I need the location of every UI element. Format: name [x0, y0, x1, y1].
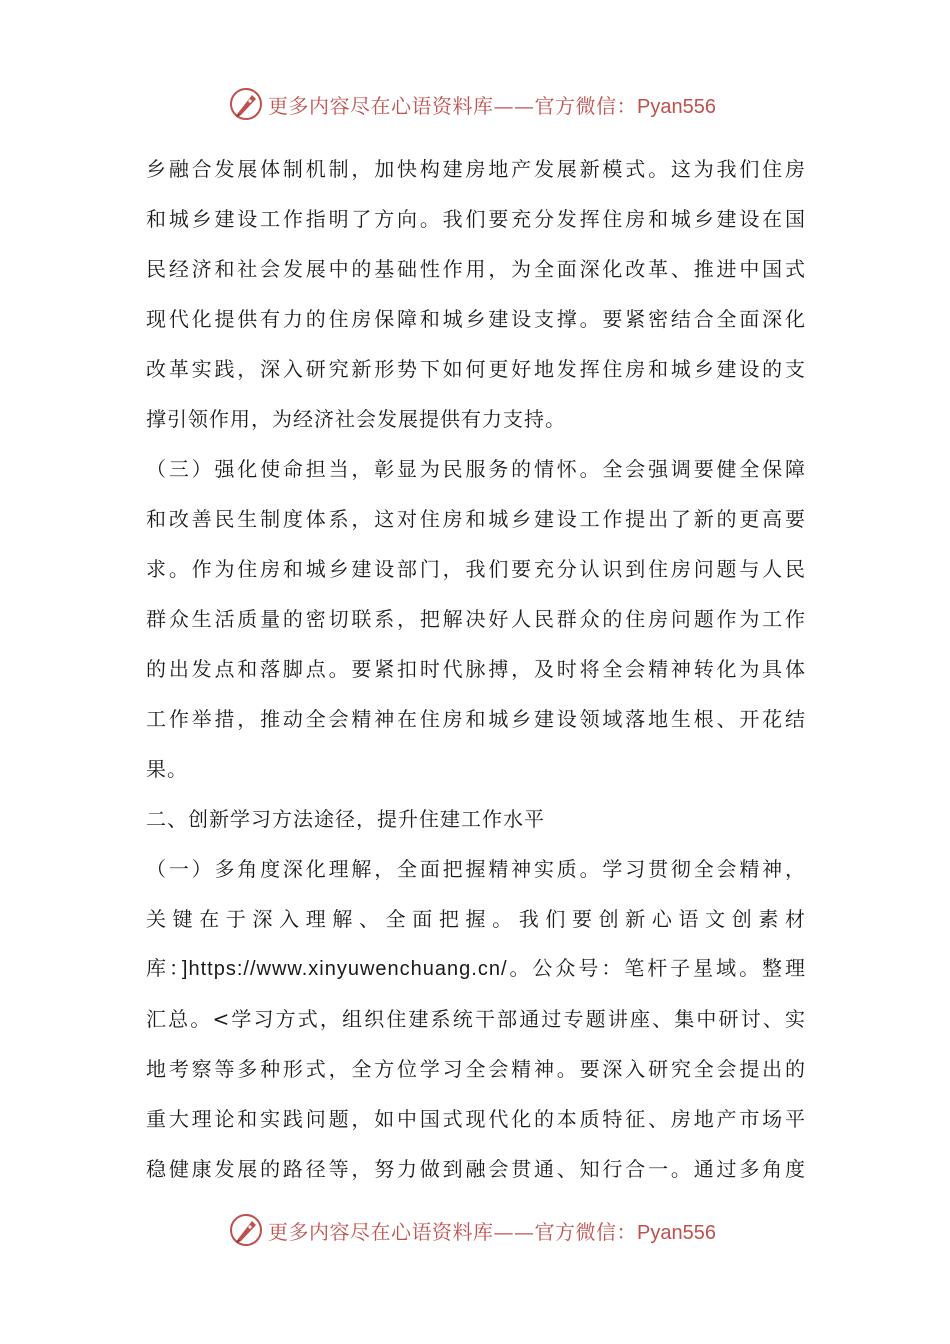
footer-watermark-banner [0, 1210, 950, 1250]
text-line: 关键在于深入理解、全面把握。我们要创新心语文创素材 [146, 907, 806, 931]
text-line: 乡融合发展体制机制，加快构建房地产发展新模式。这为我们住房 [146, 157, 806, 181]
text-line: 群众生活质量的密切联系，把解决好人民群众的住房问题作为工作 [146, 607, 806, 631]
wechat-id: Pyan556 [637, 1221, 716, 1244]
section-heading: 二、创新学习方法途径，提升住建工作水平 [146, 807, 545, 831]
banner-text: 更多内容尽在心语资料库——官方微信：Pyan556 [268, 1219, 716, 1244]
text-line: 工作举措，推动全会精神在住房和城乡建设领域落地生根、开花结 [146, 707, 806, 731]
text-line: 现代化提供有力的住房保障和城乡建设支撑。要紧密结合全面深化 [146, 307, 806, 331]
text-line: 和改善民生制度体系，这对住房和城乡建设工作提出了新的更高要 [146, 507, 806, 531]
text-line: 民经济和社会发展中的基础性作用，为全面深化改革、推进中国式 [146, 257, 806, 281]
header-watermark-banner [0, 84, 950, 124]
text-line: 的出发点和落脚点。要紧扣时代脉搏，及时将全会精神转化为具体 [146, 657, 806, 681]
text-line: 地考察等多种形式，全方位学习全会精神。要深入研究全会提出的 [146, 1057, 806, 1081]
text-line: （一）多角度深化理解，全面把握精神实质。学习贯彻全会精神， [146, 857, 806, 881]
banner-text: 更多内容尽在心语资料库——官方微信：Pyan556 [268, 93, 716, 118]
text-line: 重大理论和实践问题，如中国式现代化的本质特征、房地产市场平 [146, 1107, 806, 1131]
text-line: 汇总。<学习方式，组织住建系统干部通过专题讲座、集中研讨、实 [146, 1007, 806, 1031]
wechat-id: Pyan556 [637, 95, 716, 118]
pen-nib-logo-icon [228, 1212, 264, 1248]
text-line: 撑引领作用，为经济社会发展提供有力支持。 [146, 407, 566, 431]
text-line: 果。 [146, 757, 188, 781]
text-line: 稳健康发展的路径等，努力做到融会贯通、知行合一。通过多角度 [146, 1157, 806, 1181]
text-line: 和城乡建设工作指明了方向。我们要充分发挥住房和城乡建设在国 [146, 207, 806, 231]
document-body [146, 144, 806, 1194]
text-line-with-url: 库：]https://www.xinyuwenchuang.cn/。公众号：笔杆子星域。整理 [146, 958, 806, 980]
text-line: （三）强化使命担当，彰显为民服务的情怀。全会强调要健全保障 [146, 457, 806, 481]
pen-nib-logo-icon [228, 86, 264, 122]
text-line: 改革实践，深入研究新形势下如何更好地发挥住房和城乡建设的支 [146, 357, 806, 381]
text-line: 求。作为住房和城乡建设部门，我们要充分认识到住房问题与人民 [146, 557, 806, 581]
